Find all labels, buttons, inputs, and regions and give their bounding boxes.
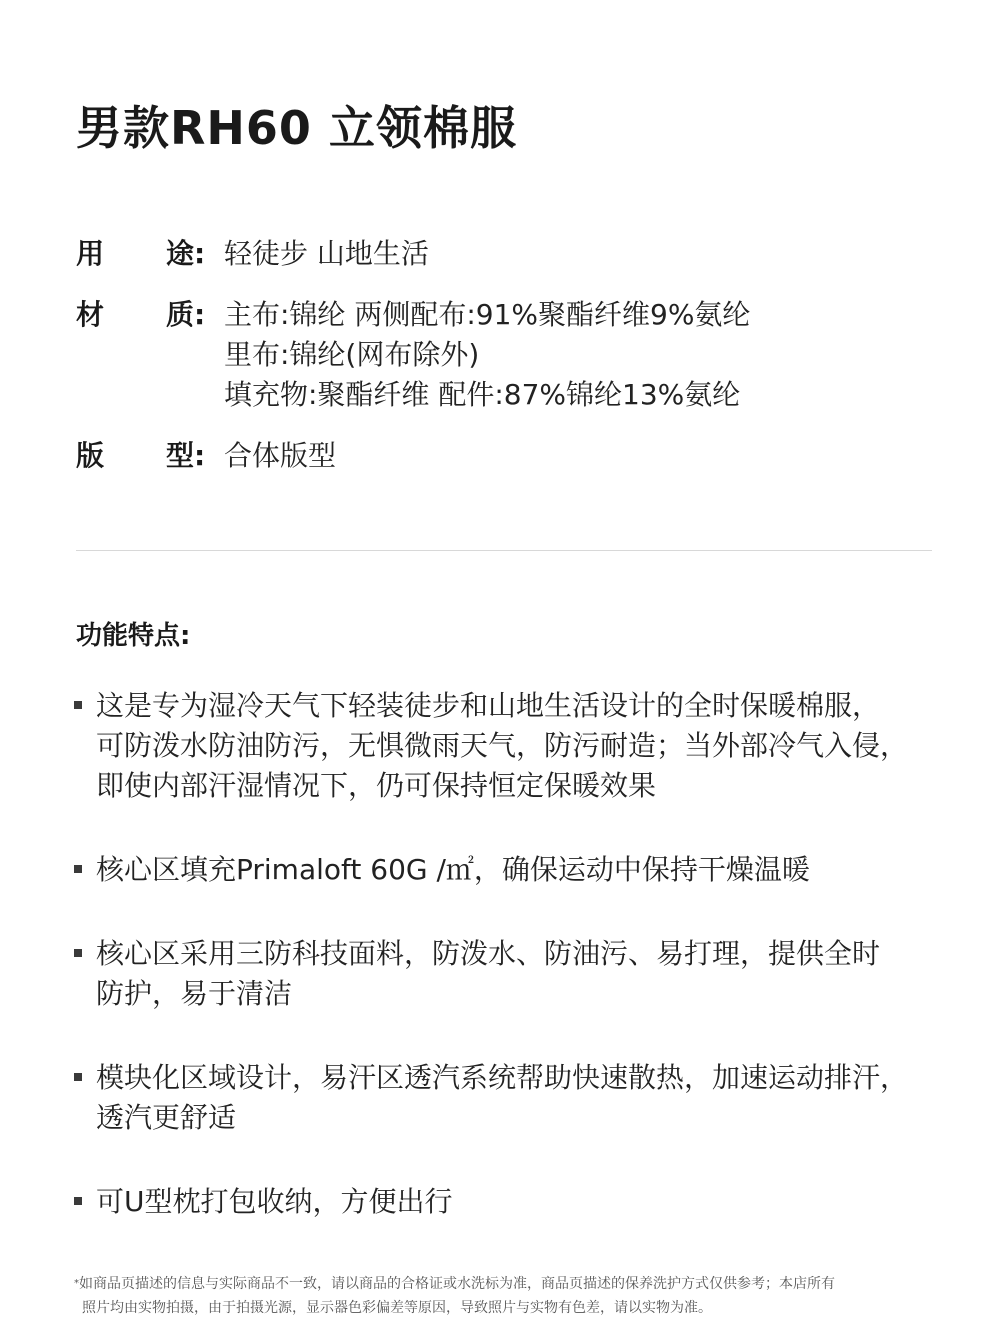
bullet-icon [74, 949, 82, 957]
spec-material-line: 里布:锦纶(网布除外) [224, 338, 480, 371]
feature-line: 即使内部汗湿情况下，仍可保持恒定保暖效果 [96, 769, 657, 802]
bullet-icon [74, 865, 82, 873]
spec-material-line: 填充物:聚酯纤维 配件:87%锦纶13%氨纶 [224, 378, 741, 411]
feature-text [96, 934, 880, 1014]
spec-fit-line: 合体版型 [224, 439, 337, 472]
feature-line: 模块化区域设计，易汗区透汽系统帮助快速散热，加速运动排汗， [96, 1061, 909, 1094]
spec-usage [76, 234, 956, 274]
feature-line: 可防泼水防油防污，无惧微雨天气，防污耐造；当外部冷气入侵， [96, 729, 909, 762]
feature-text [96, 850, 810, 890]
feature-line: 可U型枕打包收纳，方便出行 [96, 1185, 453, 1218]
spec-fit-label-1: 版 [76, 439, 105, 472]
bullet-icon [74, 1073, 82, 1081]
disclaimer-asterisk: * [74, 1278, 79, 1289]
feature-item [74, 850, 984, 890]
spec-material-label-2: 质: [166, 298, 206, 331]
feature-text [96, 1058, 908, 1138]
spec-fit-label-2: 型: [166, 439, 206, 472]
feature-item [74, 934, 984, 1014]
features-heading: 功能特点: [76, 621, 191, 651]
feature-text [96, 1182, 453, 1222]
feature-line: 核心区采用三防科技面料，防泼水、防油污、易打理，提供全时 [96, 937, 881, 970]
spec-usage-label-1: 用 [76, 237, 105, 270]
disclaimer-line-2: 照片均由实物拍摄，由于拍摄光源，显示器色彩偏差等原因，导致照片与实物有色差，请以实物为准。 [82, 1300, 712, 1316]
feature-item [74, 1058, 984, 1138]
feature-item [74, 686, 984, 806]
spec-material-line: 主布:锦纶 两侧配布:91%聚酯纤维9%氨纶 [224, 298, 751, 331]
spec-fit [76, 436, 956, 476]
disclaimer-text-1: 如商品页描述的信息与实际商品不一致，请以商品的合格证或水洗标为准，商品页描述的保养洗护方式仅供参考；本店所有 [79, 1276, 835, 1292]
feature-text [96, 686, 908, 806]
spec-usage-label-2: 途: [166, 237, 206, 270]
product-title: 男款RH60 立领棉服 [76, 101, 517, 155]
spec-material [76, 295, 956, 415]
feature-line: 透汽更舒适 [96, 1101, 237, 1134]
section-divider [76, 550, 932, 551]
bullet-icon [74, 1197, 82, 1205]
feature-line: 核心区填充Primaloft 60G /㎡，确保运动中保持干燥温暖 [96, 853, 810, 886]
disclaimer [74, 1272, 835, 1320]
disclaimer-line-1 [74, 1272, 835, 1296]
spec-usage-line: 轻徒步 山地生活 [224, 237, 429, 270]
spec-material-values [224, 295, 750, 415]
spec-material-label-1: 材 [76, 298, 105, 331]
spec-usage-values [224, 234, 429, 274]
feature-item [74, 1182, 984, 1222]
feature-line: 防护，易于清洁 [96, 977, 293, 1010]
feature-line: 这是专为湿冷天气下轻装徒步和山地生活设计的全时保暖棉服， [96, 689, 881, 722]
bullet-icon [74, 701, 82, 709]
spec-fit-values [224, 436, 336, 476]
